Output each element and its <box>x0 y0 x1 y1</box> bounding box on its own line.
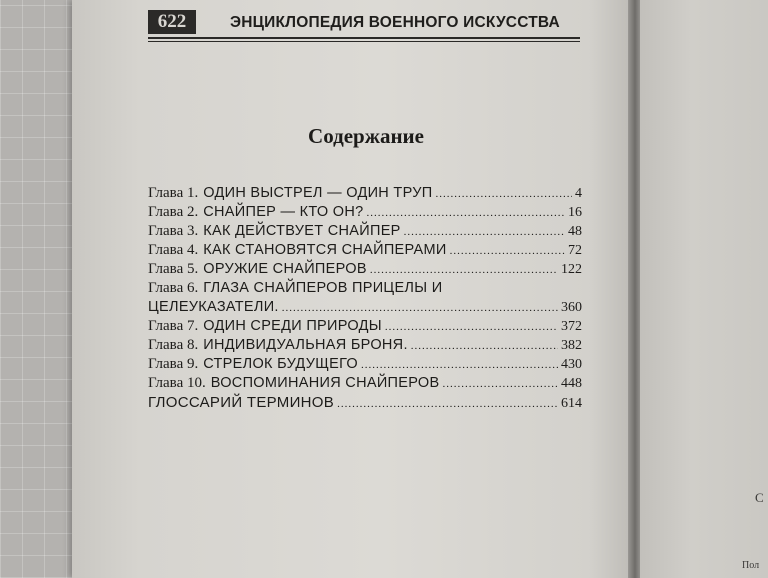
right-book-page <box>640 0 768 578</box>
right-page-footer-fragment: Пол <box>742 560 760 571</box>
chapter-label: Глава 1. <box>148 185 199 201</box>
chapter-title: ОРУЖИЕ СНАЙПЕРОВ <box>203 261 367 277</box>
toc-entry-chapter-8 <box>148 336 582 355</box>
leader-dots <box>450 242 565 261</box>
tablecloth-background <box>0 0 80 578</box>
chapter-label: Глава 3. <box>148 223 199 239</box>
chapter-title-continued: ЦЕЛЕУКАЗАТЕЛИ. <box>148 299 279 315</box>
chapter-label: Глава 5. <box>148 261 199 277</box>
chapter-label: Глава 6. <box>148 280 199 296</box>
page-ref: 16 <box>568 205 582 220</box>
page-ref: 448 <box>561 376 582 391</box>
chapter-title: КАК СТАНОВЯТСЯ СНАЙПЕРАМИ <box>203 242 447 258</box>
header-rule-thick <box>148 37 580 39</box>
chapter-label: Глава 10. <box>148 375 206 391</box>
chapter-title: ГЛАЗА СНАЙПЕРОВ ПРИЦЕЛЫ И <box>203 280 443 296</box>
leader-dots <box>282 299 558 318</box>
page-ref: 48 <box>568 224 582 239</box>
leader-dots <box>385 318 558 337</box>
leader-dots <box>411 337 558 356</box>
toc-entry-chapter-4 <box>148 241 582 260</box>
toc-entry-chapter-2 <box>148 203 582 222</box>
leader-dots <box>361 356 558 375</box>
chapter-title: ВОСПОМИНАНИЯ СНАЙПЕРОВ <box>210 375 440 391</box>
chapter-label: Глава 2. <box>148 204 199 220</box>
page-ref: 430 <box>561 357 582 372</box>
leader-dots <box>442 375 558 394</box>
leader-dots <box>404 223 565 242</box>
page-ref: 372 <box>561 319 582 334</box>
toc-entry-chapter-3 <box>148 222 582 241</box>
chapter-label: Глава 7. <box>148 318 199 334</box>
toc-entry-glossary <box>148 393 582 412</box>
toc-entry-chapter-9 <box>148 355 582 374</box>
page-ref: 122 <box>561 262 582 277</box>
right-page-text-fragment: С <box>755 490 764 505</box>
chapter-label: Глава 8. <box>148 337 199 353</box>
page-ref: 72 <box>568 243 582 258</box>
header-rule-thin <box>148 41 580 42</box>
chapter-title: ОДИН СРЕДИ ПРИРОДЫ <box>203 318 382 334</box>
contents-heading: Содержание <box>308 124 424 148</box>
toc-entry-chapter-5 <box>148 260 582 279</box>
page-ref: 382 <box>561 338 582 353</box>
toc-entry-chapter-6 <box>148 279 582 317</box>
leader-dots <box>370 261 558 280</box>
page-number-badge: 622 <box>148 10 196 34</box>
chapter-title: СНАЙПЕР — КТО ОН? <box>203 204 364 220</box>
toc-entry-chapter-7 <box>148 317 582 336</box>
book-title: ЭНЦИКЛОПЕДИЯ ВОЕННОГО ИСКУССТВА <box>230 14 560 31</box>
toc-entry-chapter-10 <box>148 374 582 393</box>
chapter-label: Глава 9. <box>148 356 199 372</box>
chapter-title: КАК ДЕЙСТВУЕТ СНАЙПЕР <box>203 223 401 239</box>
page-ref: 360 <box>561 300 582 315</box>
chapter-label: Глава 4. <box>148 242 199 258</box>
toc-entry-chapter-1 <box>148 184 582 203</box>
leader-dots <box>366 204 565 223</box>
glossary-title: ГЛОССАРИЙ ТЕРМИНОВ <box>148 394 335 411</box>
chapter-title: ИНДИВИДУАЛЬНАЯ БРОНЯ. <box>203 337 408 353</box>
chapter-title: ОДИН ВЫСТРЕЛ — ОДИН ТРУП <box>203 185 433 201</box>
leader-dots <box>337 395 558 414</box>
leader-dots <box>435 185 572 204</box>
table-of-contents <box>148 184 582 412</box>
chapter-title: СТРЕЛОК БУДУЩЕГО <box>203 356 359 372</box>
running-header <box>148 6 576 40</box>
page-ref: 4 <box>575 186 582 201</box>
page-ref: 614 <box>561 396 582 411</box>
